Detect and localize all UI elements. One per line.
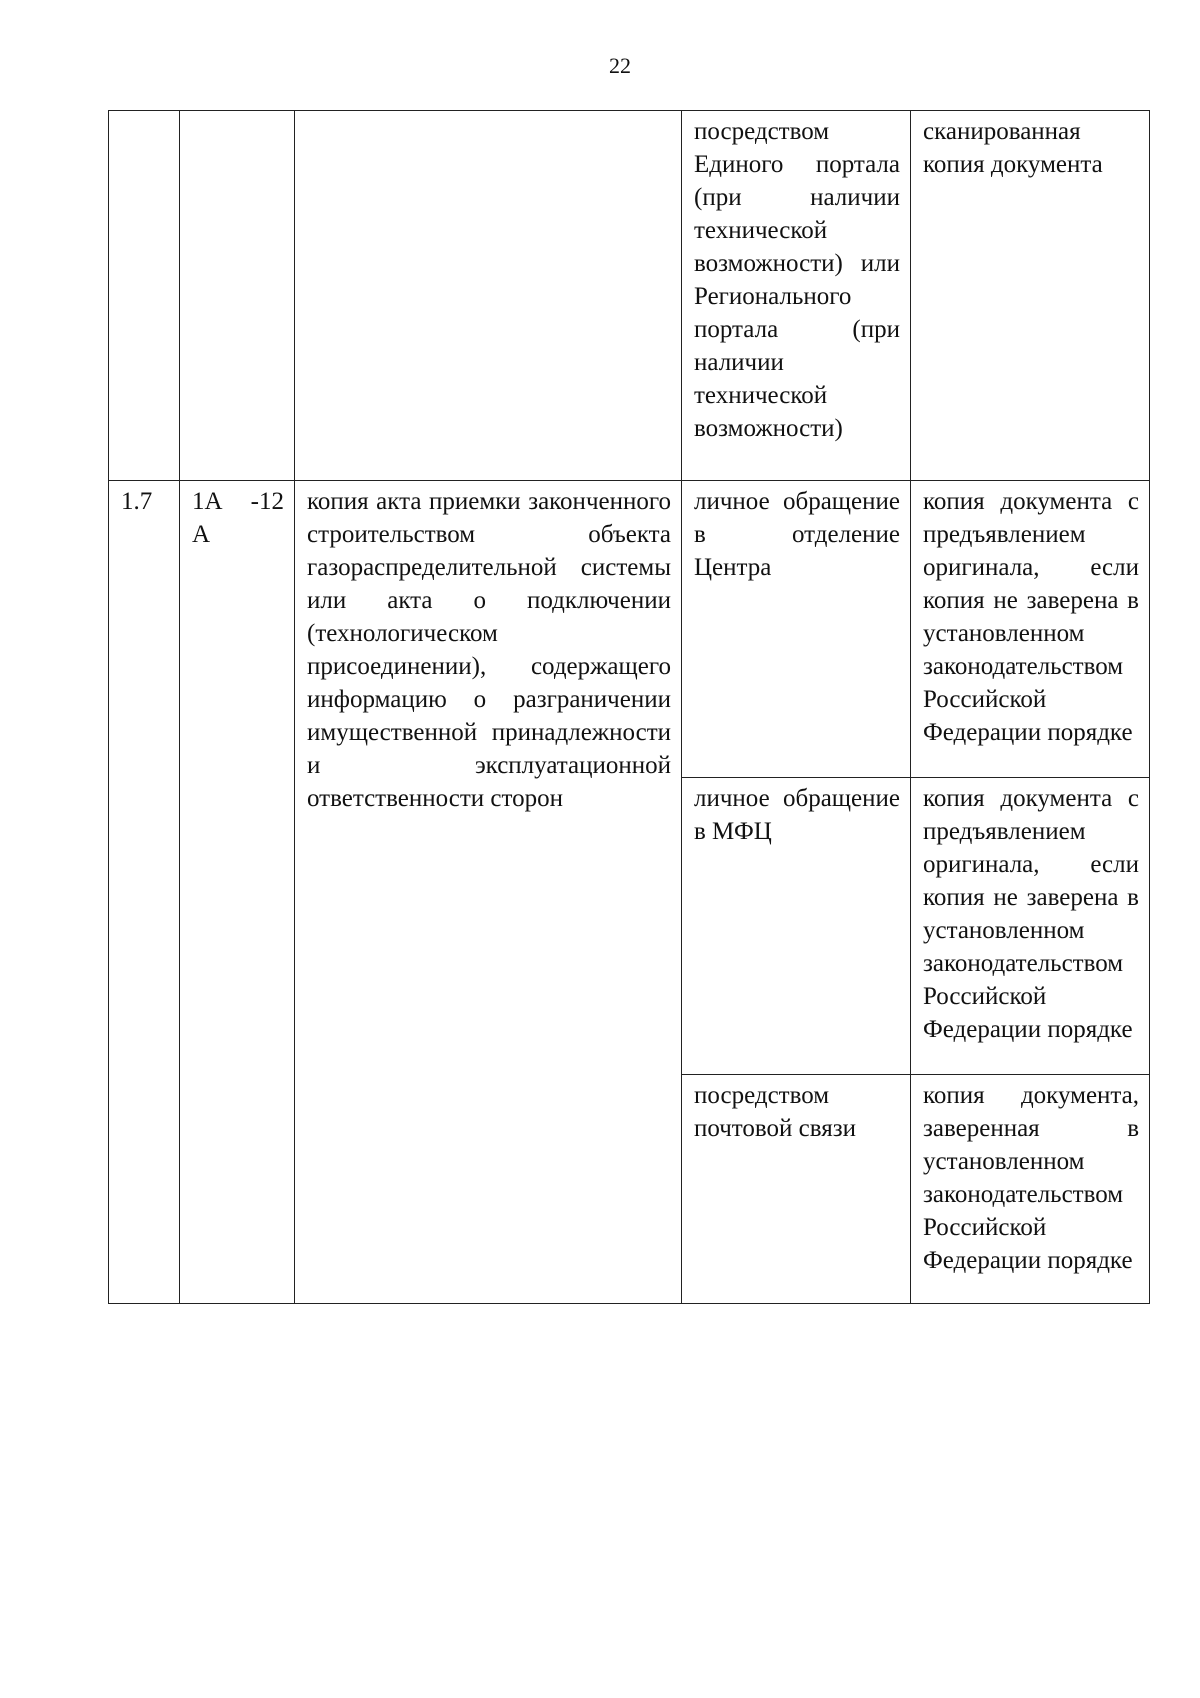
submission-method-text: посредством Единого портала (при наличии технической возможности) или Регионального портала (при наличии технической возможности) <box>694 118 900 442</box>
document-name: копия акта приемки законченного строительством объекта газораспределительной системы или акта о подключении (технологическом присоединении), содержащего информацию о разграничении имущественной принадлежности и эксплуатационной ответственности сторон <box>307 488 671 812</box>
document-form-cell <box>911 778 1150 1075</box>
document-form-text: копия документа с предъявлением оригинала, если копия не заверена в установленном законодательством Российской Федерации порядке <box>923 785 1139 1043</box>
document-form-text: копия документа, заверенная в установленном законодательством Российской Федерации порядке <box>923 1082 1139 1274</box>
document-cell <box>295 111 682 481</box>
submission-method-cell <box>682 111 911 481</box>
documents-table <box>108 110 1150 1304</box>
document-form-cell <box>911 111 1150 481</box>
document-cell <box>295 481 682 1304</box>
document-form-text: копия документа с предъявлением оригинала, если копия не заверена в установленном законодательством Российской Федерации порядке <box>923 488 1139 746</box>
document-form-cell <box>911 481 1150 778</box>
page-number: 22 <box>609 53 631 78</box>
submission-method-text: личное обращение в отделение Центра <box>694 488 900 581</box>
submission-method-text: личное обращение в МФЦ <box>694 785 900 845</box>
submission-method-cell <box>682 778 911 1075</box>
row-number: 1.7 <box>121 488 153 515</box>
number-cell <box>109 111 180 481</box>
table-row <box>109 481 1150 778</box>
submission-method-text: посредством почтовой связи <box>694 1082 856 1142</box>
code-cell <box>180 481 295 1304</box>
row-code: 1А -12 А <box>192 488 284 548</box>
code-cell <box>180 111 295 481</box>
table-row <box>109 111 1150 481</box>
submission-method-cell <box>682 481 911 778</box>
number-cell <box>109 481 180 1304</box>
submission-method-cell <box>682 1075 911 1304</box>
document-form-cell <box>911 1075 1150 1304</box>
document-form-text: сканированная копия документа <box>923 118 1103 178</box>
